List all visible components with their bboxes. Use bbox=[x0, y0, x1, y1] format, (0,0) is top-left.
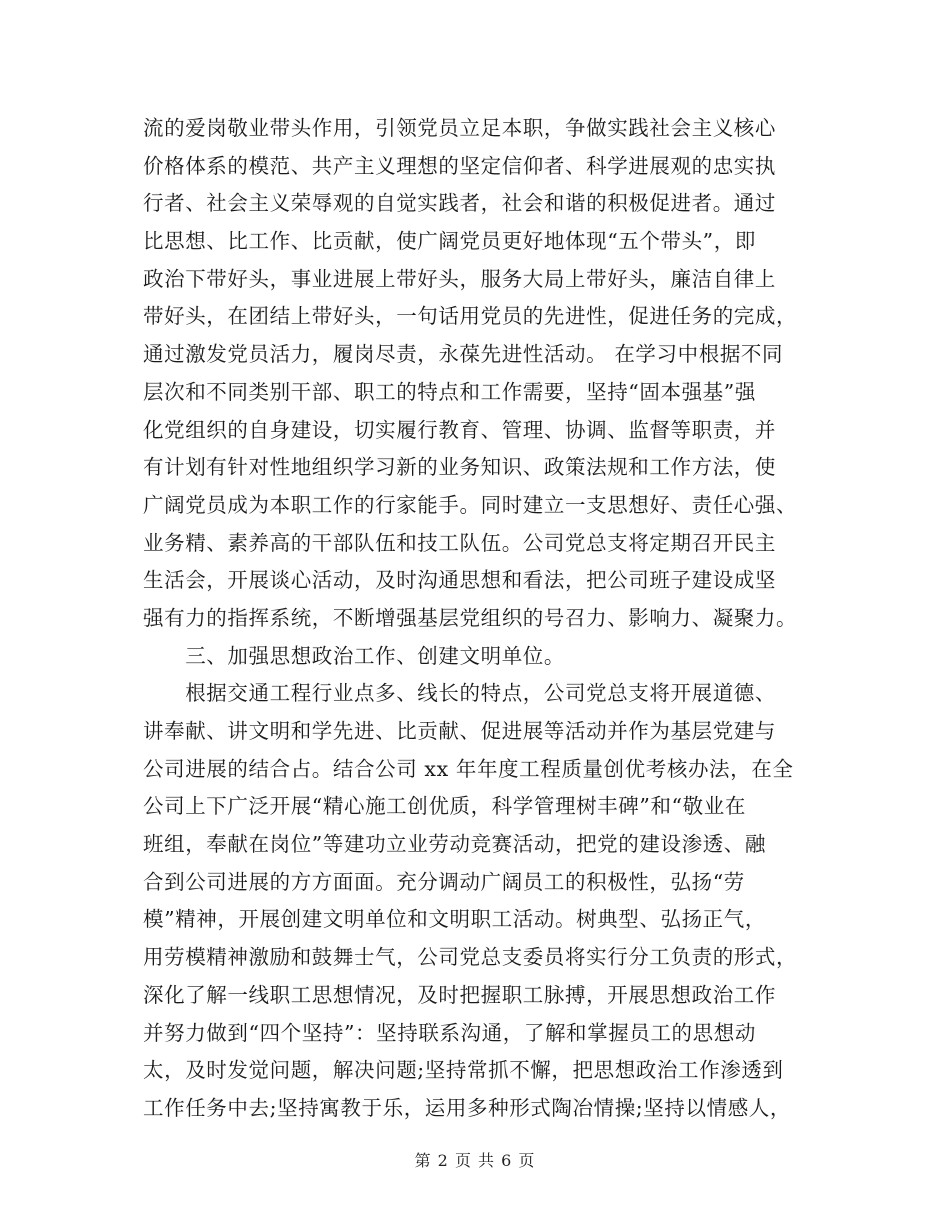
text-line: 并努力做到“四个坚持”：坚持联系沟通，了解和掌握员工的思想动 bbox=[143, 1020, 756, 1045]
text-line: 化党组织的自身建设，切实履行教育、管理、协调、监督等职责，并 bbox=[143, 417, 776, 442]
text-line: 太，及时发觉问题，解决问题;坚持常抓不懈，把思想政治工作渗透到 bbox=[143, 1058, 784, 1083]
text-line: 生活会，开展谈心活动，及时沟通思想和看法，把公司班子建设成坚 bbox=[143, 568, 776, 593]
text-line: 带好头，在团结上带好头，一句话用党员的先进性，促进任务的完成， bbox=[143, 304, 798, 329]
text-line: 班组，奉献在岗位”等建功立业劳动竞赛活动，把党的建设渗透、融 bbox=[143, 832, 766, 857]
text-line: 模”精神，开展创建文明单位和文明职工活动。树典型、弘扬正气， bbox=[143, 907, 766, 932]
text-line: 用劳模精神激励和鼓舞士气，公司党总支委员将实行分工负责的形式， bbox=[143, 945, 798, 970]
text-line: 行者、社会主义荣辱观的自觉实践者，社会和谐的积极促进者。通过 bbox=[143, 191, 776, 216]
text-line: 工作任务中去;坚持寓教于乐，运用多种形式陶冶情操;坚持以情感人， bbox=[143, 1095, 792, 1120]
text-line: 广阔党员成为本职工作的行家能手。同时建立一支思想好、责任心强、 bbox=[143, 492, 798, 517]
page-number-footer: 第 2 页 共 6 页 bbox=[414, 1151, 536, 1170]
text-line: 业务精、素养高的干部队伍和技工队伍。公司党总支将定期召开民主 bbox=[143, 530, 776, 555]
text-line: 强有力的指挥系统，不断增强基层党组织的号召力、影响力、凝聚力。 bbox=[143, 605, 798, 630]
text-line: 层次和不同类别干部、职工的特点和工作需要，坚持“固本强基”强 bbox=[143, 379, 756, 404]
text-line: 政治下带好头，事业进展上带好头，服务大局上带好头，廉洁自律上 bbox=[143, 266, 776, 291]
text-line: 公司上下广泛开展“精心施工创优质，科学管理树丰碑”和“敬业在 bbox=[143, 794, 746, 819]
text-line: 流的爱岗敬业带头作用，引领党员立足本职，争做实践社会主义核心 bbox=[143, 116, 776, 140]
text-line: 价格体系的模范、共产主义理想的坚定信仰者、科学进展观的忠实执 bbox=[143, 153, 776, 178]
body-text bbox=[143, 110, 813, 1128]
text-line: 有计划有针对性地组织学习新的业务知识、政策法规和工作方法，使 bbox=[143, 455, 776, 480]
section-heading: 三、加强思想政治工作、创建文明单位。 bbox=[143, 643, 565, 668]
text-line: 通过激发党员活力，履岗尽责，永葆先进性活动。 在学习中根据不同 bbox=[143, 342, 784, 367]
text-line: 合到公司进展的方方面面。充分调动广阔员工的积极性，弘扬“劳 bbox=[143, 869, 745, 894]
text-line: 讲奉献、讲文明和学先进、比贡献、促进展等活动并作为基层党建与 bbox=[143, 719, 776, 743]
text-line: 公司进展的结合占。结合公司 xx 年年度工程质量创优考核办法，在全 bbox=[143, 756, 794, 781]
text-line: 深化了解一线职工思想情况，及时把握职工脉搏，开展思想政治工作 bbox=[143, 982, 776, 1007]
text-line: 比思想、比工作、比贡献，使广阔党员更好地体现“五个带头”，即 bbox=[143, 229, 756, 254]
text-line: 根据交通工程行业点多、线长的特点，公司党总支将开展道德、 bbox=[143, 681, 776, 706]
